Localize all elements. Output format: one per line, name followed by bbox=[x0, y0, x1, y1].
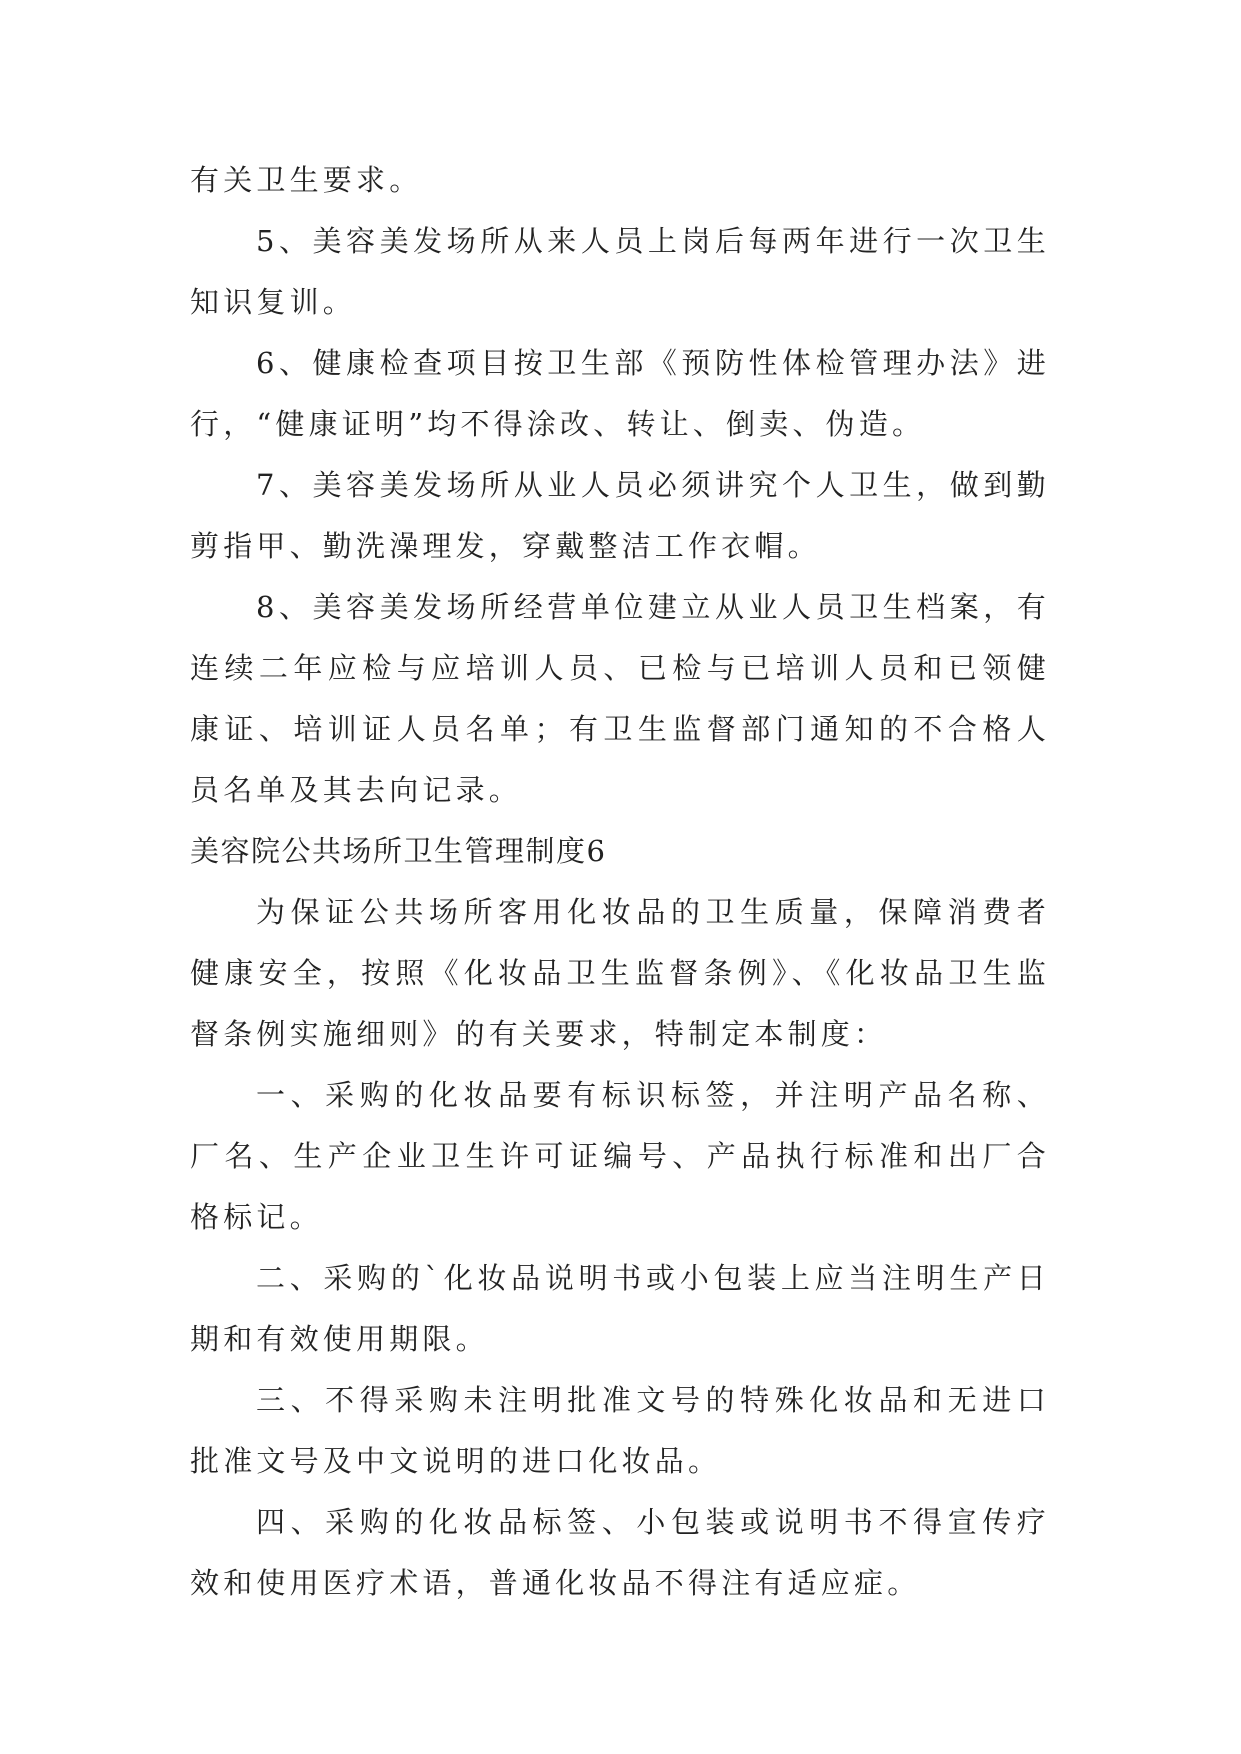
paragraph-item-5: 5、美容美发场所从来人员上岗后每两年进行一次卫生知识复训。 bbox=[190, 224, 1050, 319]
paragraph-item-7: 7、美容美发场所从业人员必须讲究个人卫生，做到勤剪指甲、勤洗澡理发，穿戴整洁工作衣帽。 bbox=[190, 468, 1050, 563]
document-body bbox=[190, 150, 1050, 1614]
section-title: 美容院公共场所卫生管理制度6 bbox=[190, 834, 607, 868]
paragraph-rule-3: 三、不得采购未注明批准文号的特殊化妆品和无进口批准文号及中文说明的进口化妆品。 bbox=[190, 1383, 1050, 1478]
paragraph-rule-4: 四、采购的化妆品标签、小包装或说明书不得宣传疗效和使用医疗术语，普通化妆品不得注有适应症。 bbox=[190, 1505, 1050, 1600]
paragraph-hygiene-requirements: 有关卫生要求。 bbox=[190, 163, 423, 197]
paragraph-intro: 为保证公共场所客用化妆品的卫生质量，保障消费者健康安全，按照《化妆品卫生监督条例》、《化妆品卫生监督条例实施细则》的有关要求，特制定本制度： bbox=[190, 895, 1050, 1051]
paragraph-item-6: 6、健康检查项目按卫生部《预防性体检管理办法》进行，“健康证明”均不得涂改、转让、倒卖、伪造。 bbox=[190, 346, 1050, 441]
paragraph-item-8: 8、美容美发场所经营单位建立从业人员卫生档案，有连续二年应检与应培训人员、已检与已培训人员和已领健康证、培训证人员名单；有卫生监督部门通知的不合格人员名单及其去向记录。 bbox=[190, 590, 1050, 807]
paragraph-rule-2: 二、采购的`化妆品说明书或小包装上应当注明生产日期和有效使用期限。 bbox=[190, 1261, 1050, 1356]
paragraph-rule-1: 一、采购的化妆品要有标识标签，并注明产品名称、厂名、生产企业卫生许可证编号、产品执行标准和出厂合格标记。 bbox=[190, 1078, 1050, 1234]
